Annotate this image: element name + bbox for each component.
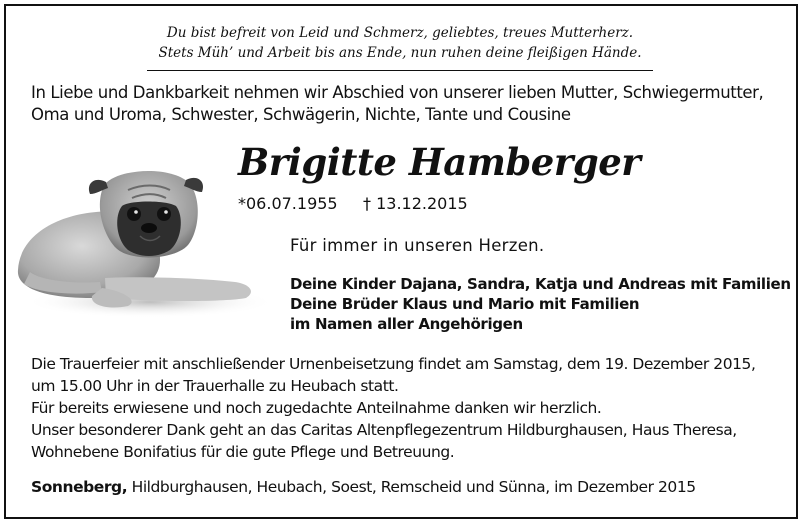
- thanks-line: Für bereits erwiesene und noch zugedachte Anteilnahme danken wir herzlich.: [31, 399, 602, 417]
- pug-dog-photo: [10, 160, 272, 320]
- family-line-1: Deine Kinder Dajana, Sandra, Katja und Andreas mit Familien: [290, 275, 791, 293]
- funeral-info-line-1: Die Trauerfeier mit anschließender Urnenbeisetzung findet am Samstag, dem 19. Dezember 2015,: [31, 355, 756, 373]
- death-date: † 13.12.2015: [363, 194, 468, 213]
- special-thanks-line-2: Wohnebene Bonifatius für die gute Pflege und Betreuung.: [31, 443, 455, 461]
- divider-rule: [147, 70, 653, 71]
- birth-date: *06.07.1955: [238, 194, 338, 213]
- place-date-line: [31, 477, 696, 498]
- family-line-2: Deine Brüder Klaus und Mario mit Familien: [290, 295, 640, 313]
- intro-line-1: In Liebe und Dankbarkeit nehmen wir Abschied von unserer lieben Mutter, Schwiegermutter,: [31, 83, 764, 102]
- special-thanks-line-1: Unser besonderer Dank geht an das Caritas Altenpflegezentrum Hildburghausen, Haus Theresa,: [31, 421, 737, 439]
- deceased-name: Brigitte Hamberger: [238, 140, 641, 184]
- motto-line-2: Stets Müh’ und Arbeit bis ans Ende, nun ruhen deine fleißigen Hände.: [158, 45, 642, 61]
- forever-line: Für immer in unseren Herzen.: [290, 236, 545, 255]
- place-main-city: Sonneberg,: [31, 478, 128, 496]
- funeral-info-line-2: um 15.00 Uhr in der Trauerhalle zu Heubach statt.: [31, 377, 399, 395]
- family-line-3: im Namen aller Angehörigen: [290, 315, 523, 333]
- place-other-cities: Hildburghausen, Heubach, Soest, Remscheid und Sünna, im Dezember 2015: [127, 478, 696, 496]
- intro-line-2: Oma und Uroma, Schwester, Schwägerin, Nichte, Tante und Cousine: [31, 105, 571, 124]
- motto-line-1: Du bist befreit von Leid und Schmerz, geliebtes, treues Mutterherz.: [166, 25, 634, 41]
